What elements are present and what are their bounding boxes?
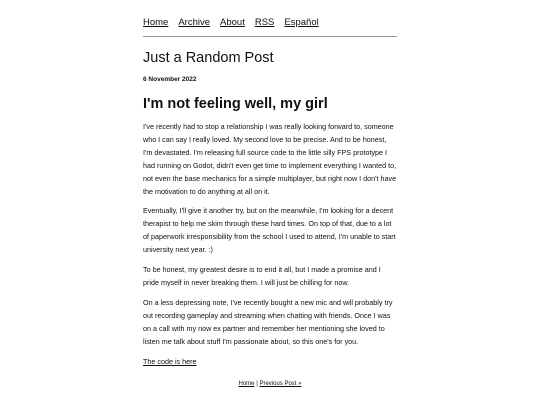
nav-archive-link[interactable]: Archive [178, 17, 211, 28]
footer-home-link[interactable]: Home [238, 380, 255, 387]
post-paragraph: Eventually, I'll give it another try, but on the meanwhile, I'm looking for a decent therapist to help me skim through these hard times. On top of that, due to a lot of paperwork irresponsibility from the school I used to attend, I'm unable to start university next year. :) [143, 206, 396, 255]
footer-nav [143, 380, 397, 389]
post-body [143, 121, 397, 349]
post-paragraph: I've recently had to stop a relationship I was really looking forward to, someone who I can say I really loved. My second love to be precise. And to be honest, I'm devastated. I'm releasing full source code to the little silly FPS prototype I had running on Godot, didn't even get time to implement everything I wanted to, not even the base mechanics for a simple multiplayer, but right now I don't have the motivation to do anything at all on it. [143, 122, 397, 196]
header-divider [143, 36, 397, 37]
nav-about-link[interactable]: About [220, 17, 245, 28]
post-title: I'm not feeling well, my girl [143, 96, 328, 112]
previous-post-link[interactable]: Previous Post » [259, 380, 302, 387]
nav-home-link[interactable]: Home [143, 17, 169, 28]
post-paragraph: To be honest, my greatest desire is to end it all, but I made a promise and I pride myself in never breaking them. I will just be chilling for now. [143, 265, 381, 287]
page [143, 0, 397, 389]
post-paragraph: On a less depressing note, I've recently bought a new mic and will probably try out recording gameplay and streaming when chatting with friends. Once I was on a call with my now ex partner and remember her mentioning she loved to listen me talk about stuff I'm passionate about, so this one's for you. [143, 297, 393, 346]
code-link-container [143, 356, 397, 367]
top-nav [143, 16, 397, 29]
post-date: 6 November 2022 [143, 76, 197, 83]
site-title: Just a Random Post [143, 50, 274, 66]
footer-separator: | [256, 380, 258, 387]
nav-rss-link[interactable]: RSS [254, 17, 275, 28]
nav-espanol-link[interactable]: Español [284, 17, 319, 28]
code-link[interactable]: The code is here [143, 356, 197, 366]
